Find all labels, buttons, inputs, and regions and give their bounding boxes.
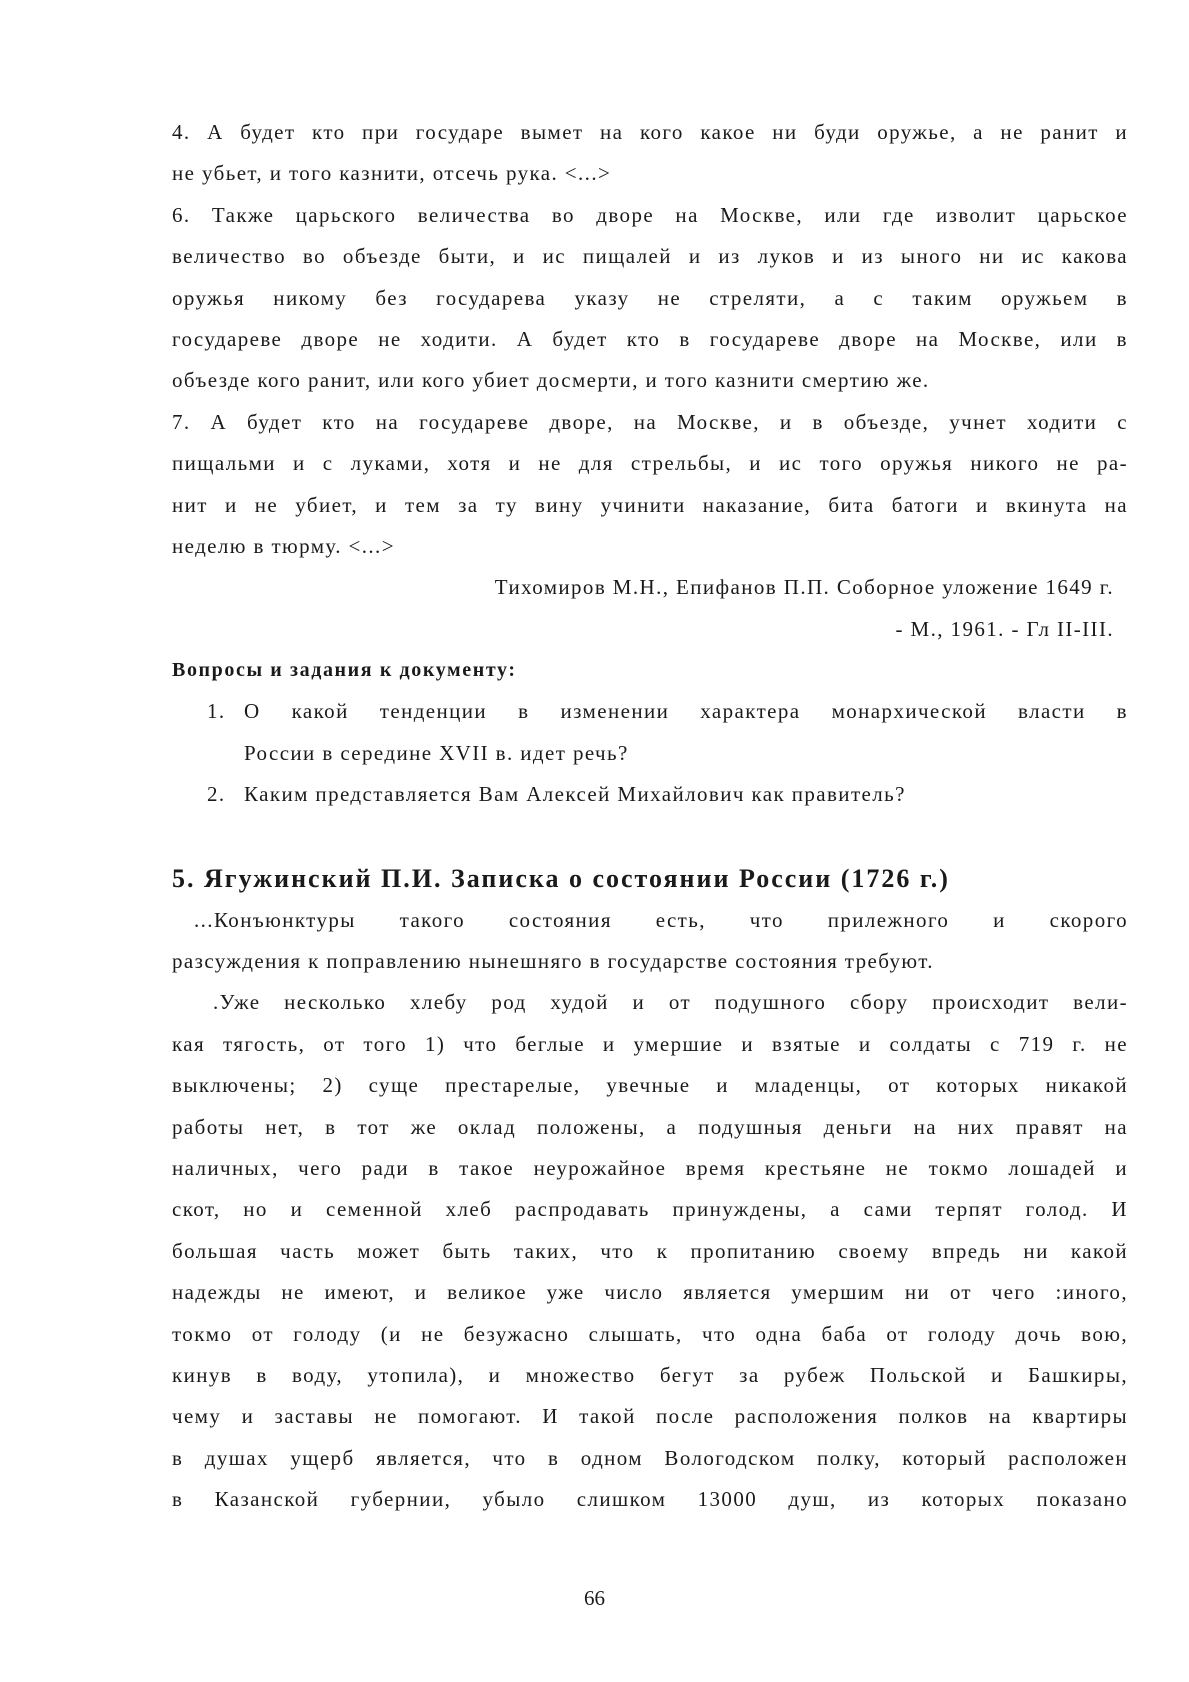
section-body — [172, 900, 1128, 1521]
text-line: токмо от голоду (и не безужасно слышать, что одна баба от голоду дочь вою, — [172, 1321, 1128, 1346]
text-line: величество во объезде быти, и ис пищалей и из луков и из ыного ни ис какова — [172, 244, 1128, 269]
text-line: чему и заставы не помогают. И такой после расположения полков на квартиры — [172, 1404, 1128, 1429]
text-line: нит и не убиет, и тем за ту вину учинити наказание, бита батоги и вкинута на — [172, 492, 1128, 517]
text-line: кая тягость, от того 1) что беглые и умершие и взятые и солдаты с 719 г. не — [172, 1031, 1128, 1056]
text-line: не убьет, и того казнити, отсечь рука. <...> — [172, 161, 612, 186]
page-number: 66 — [584, 1586, 605, 1610]
text-line: неделю в тюрму. <...> — [172, 533, 395, 558]
citation: Тихомиров М.Н., Епифанов П.П. Соборное уложение 1649 г. — [494, 575, 1114, 600]
text-line: оружья никому без государева указу не стреляти, а с таким оружьем в — [172, 285, 1128, 310]
text-line: 4. А будет кто при государе вымет на кого какое ни буди оружье, а не ранит и — [172, 120, 1128, 144]
text-line: .Уже несколько хлебу род худой и от подушного сбору происходит вели- — [213, 990, 1128, 1015]
text-line: работы нет, в тот же оклад положены, а подушныя деньги на них правят на — [172, 1114, 1128, 1139]
section-heading: 5. Ягужинский П.И. Записка о состоянии России (1726 г.) — [172, 863, 950, 893]
question-text: Каким представляется Вам Алексей Михайлович как правитель? — [244, 782, 906, 807]
text-line: 6. Также царьского величества во дворе на Москве, или где изволит царьское — [172, 202, 1128, 227]
questions-heading: Вопросы и задания к документу: — [172, 659, 517, 682]
text-line: выключены; 2) суще престарелые, увечные и младенцы, от которых никакой — [172, 1073, 1128, 1098]
text-line: разсуждения к поправлению нынешняго в государстве состояния требуют. — [172, 949, 934, 974]
text-line: кинув в воду, утопила), и множество бегут за рубеж Польской и Башкиры, — [172, 1362, 1128, 1387]
text-line: наличных, чего ради в такое неурожайное время крестьяне не токмо лошадей и — [172, 1155, 1128, 1180]
text-line: надежды не имеют, и великое уже число является умершим ни от чего :иного, — [172, 1280, 1128, 1305]
question-number: 1. — [207, 699, 226, 724]
question-item — [172, 774, 1128, 815]
question-item — [172, 691, 1128, 732]
document-excerpt-sobornoe-ulozhenie — [172, 112, 1128, 650]
text-line: скот, но и семенной хлеб распродавать принуждены, а сами терпят голод. И — [172, 1197, 1128, 1222]
question-text-continued: России в середине XVII в. идет речь? — [244, 740, 629, 765]
question-number: 2. — [207, 782, 226, 807]
text-line: большая часть может быть таких, что к пропитанию своему впредь ни какой — [172, 1238, 1128, 1263]
citation-continued: - М., 1961. - Гл II-III. — [895, 616, 1114, 641]
text-line: ...Конъюнктуры такого состояния есть, что прилежного и скорого — [194, 907, 1128, 932]
text-line: пищальми и с луками, хотя и не для стрельбы, и ис того оружья никого не ра- — [172, 451, 1128, 476]
text-line: в душах ущерб является, что в одном Вологодском полку, который расположен — [172, 1445, 1128, 1470]
text-line: 7. А будет кто на государеве дворе, на Москве, и в объезде, учнет ходити с — [172, 409, 1128, 434]
text-line: объезде кого ранит, или кого убиет досмерти, и того казнити смертию же. — [172, 368, 930, 393]
text-line: в Казанской губернии, убыло слишком 13000 душ, из которых показано — [172, 1487, 1128, 1512]
question-text: О какой тенденции в изменении характера монархической власти в — [244, 699, 1128, 724]
text-line: государеве дворе не ходити. А будет кто в государеве дворе на Москве, или в — [172, 326, 1128, 351]
page-body — [172, 112, 1128, 1521]
questions-block — [172, 650, 1128, 816]
